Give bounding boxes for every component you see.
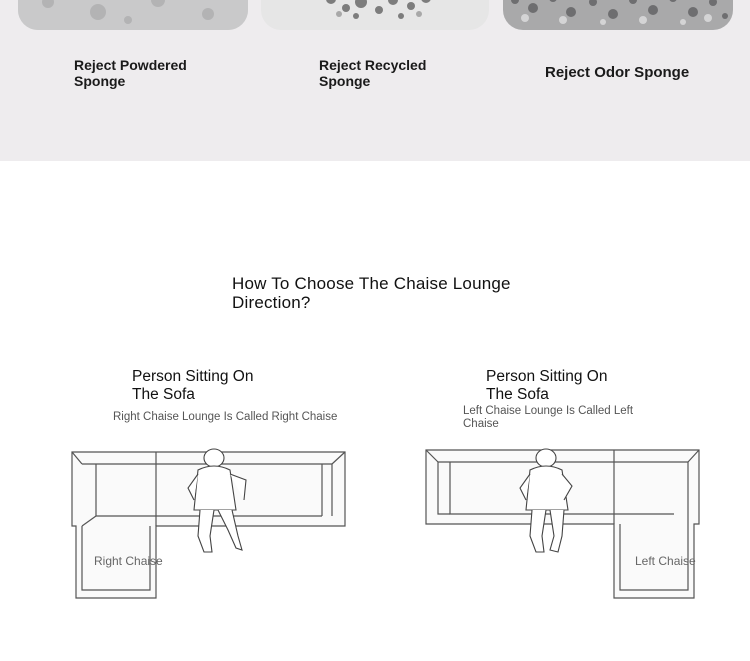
section-title: How To Choose The Chaise Lounge Direction?: [232, 274, 511, 312]
left-panel-title: Person Sitting On The Sofa: [132, 368, 254, 403]
right-chaise-label: Right Chaise: [94, 554, 163, 568]
right-chaise-sofa-diagram: [60, 440, 360, 605]
left-panel-subtitle: Right Chaise Lounge Is Called Right Chaise: [113, 411, 338, 423]
powdered-sponge-image: [18, 0, 248, 30]
recycled-sponge-image: [261, 0, 489, 30]
right-panel-title: Person Sitting On The Sofa: [486, 368, 608, 403]
left-chaise-label: Left Chaise: [635, 554, 696, 568]
odor-sponge-label: Reject Odor Sponge: [545, 64, 690, 81]
recycled-sponge-label: Reject Recycled Sponge: [319, 57, 427, 89]
odor-sponge-image: [503, 0, 733, 30]
right-panel-subtitle: Left Chaise Lounge Is Called Left Chaise: [463, 405, 634, 430]
powdered-sponge-label: Reject Powdered Sponge: [74, 57, 187, 89]
left-chaise-sofa-diagram: [414, 440, 714, 605]
